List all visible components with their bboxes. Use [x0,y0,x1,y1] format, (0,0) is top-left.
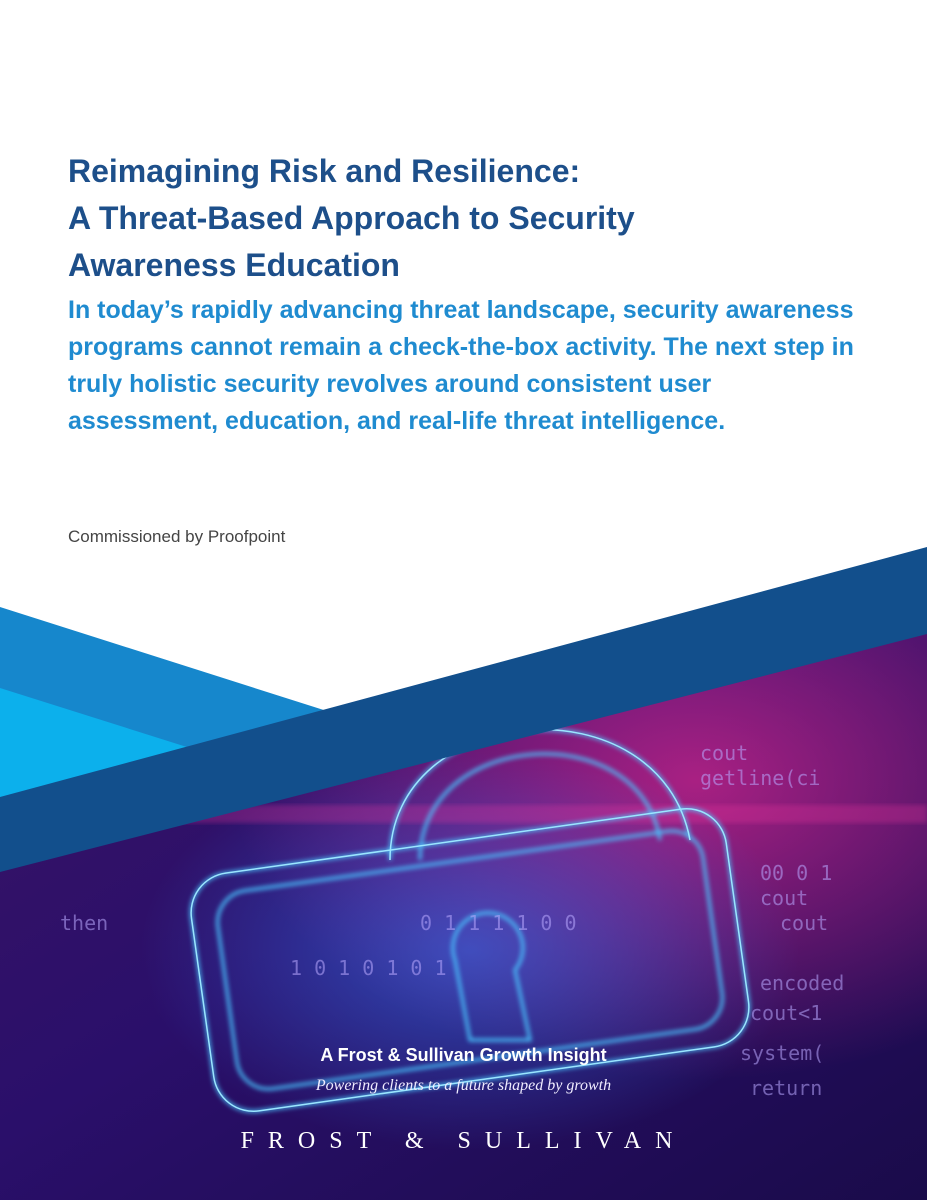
svg-text:1 0 1 0 1 0 1: 1 0 1 0 1 0 1 [290,956,447,980]
svg-text:getline(ci: getline(ci [700,766,821,790]
svg-text:cout: cout [780,911,829,935]
svg-text:00 0 1: 00 0 1 [760,861,833,885]
title-line: Awareness Education [68,247,400,283]
svg-text:cout<1: cout<1 [750,1001,823,1025]
svg-text:0 1 1 1 1 0 0: 0 1 1 1 1 0 0 [420,911,577,935]
svg-text:system(: system( [740,1041,825,1065]
document-subtitle: In today’s rapidly advancing threat landscape, security awareness programs cannot remain a check-the-box activity. The next step in truly holistic security revolves around consistent user assessment, education, and real-life threat intelligence. [68,296,854,435]
svg-text:encoded: encoded [760,971,845,995]
svg-text:cout: cout [700,741,749,765]
tagline: Powering clients to a future shaped by growth [315,1077,612,1094]
title-line: A Threat-Based Approach to Security [68,200,635,236]
commissioned-by: Commissioned by Proofpoint [68,527,286,546]
series-label: A Frost & Sullivan Growth Insight [320,1045,607,1065]
svg-text:return: return [750,1076,823,1100]
svg-text:then: then [60,911,109,935]
svg-text:cout: cout [760,886,809,910]
title-line: Reimagining Risk and Resilience: [68,153,581,189]
frost-sullivan-logo: FROST & SULLIVAN [240,1128,687,1154]
document-title [68,148,888,289]
